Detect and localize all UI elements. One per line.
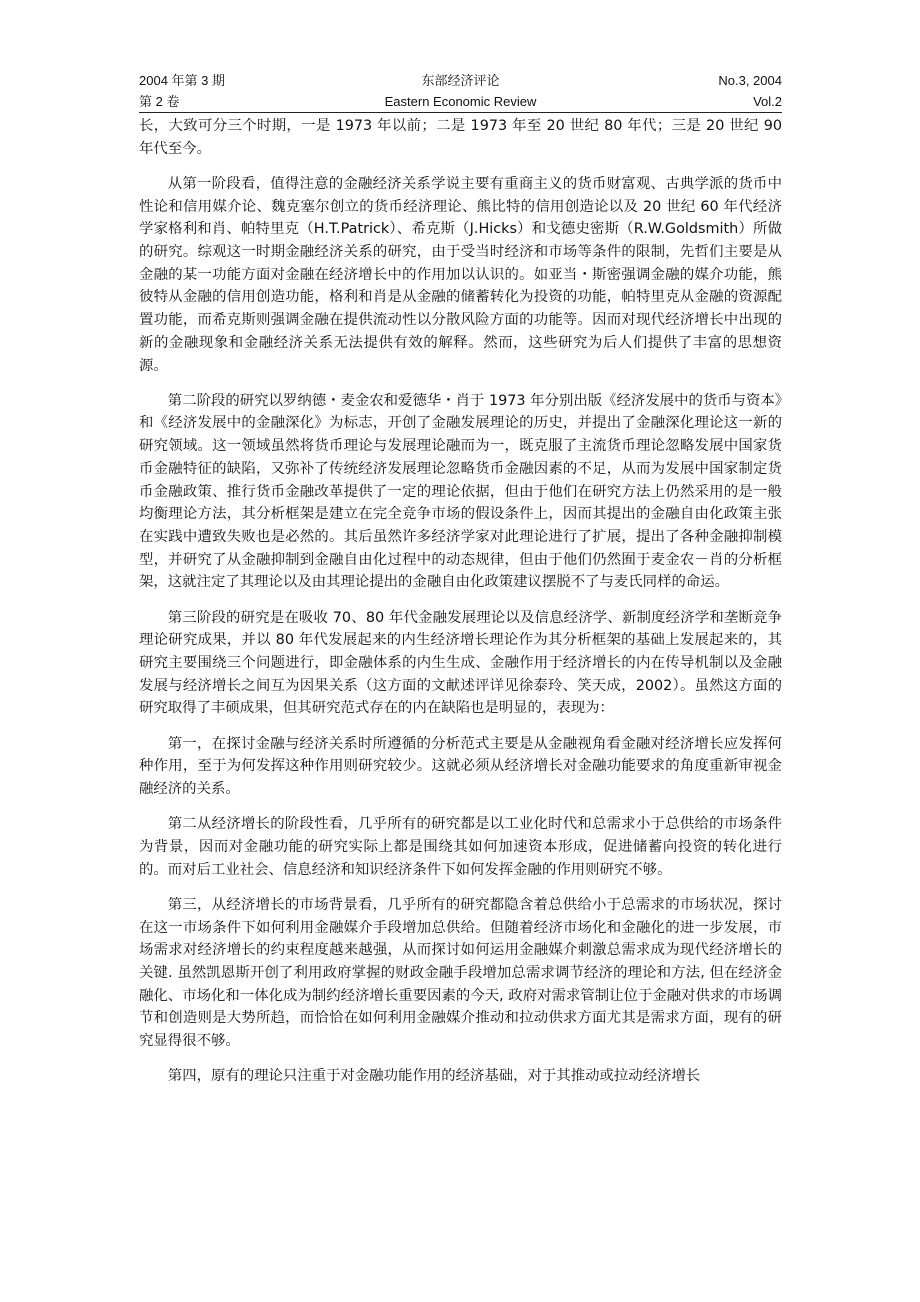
paragraph-third-stage: 第三阶段的研究是在吸收 70、80 年代金融发展理论以及信息经济学、新制度经济学和垄断竞争理论研究成果，并以 80 年代发展起来的内生经济增长理论作为其分析框架的基础上发展起来的，其研究主要围绕三个问题进行，即金融体系的内生生成、金融作用于经济增长的内在传导机制以及金融发展与经济增长之间互为因果关系（这方面的文献述评详见徐泰玲、笑天成，2002）。虽然这方面的研究取得了丰硕成果，但其研究范式存在的内在缺陷也是明显的，表现为： — [139, 609, 782, 717]
journal-title-english: Eastern Economic Review — [384, 94, 537, 109]
article-body — [139, 115, 782, 1088]
header-row-volume — [139, 91, 782, 112]
journal-title-chinese: 东部经济评论 — [421, 73, 500, 88]
paragraph-first-stage: 从第一阶段看，值得注意的金融经济关系学说主要有重商主义的货币财富观、古典学派的货币中性论和信用媒介论、魏克塞尔创立的货币经济理论、熊比特的信用创造论以及 20 世纪 60 年代经济学家格利和肖、帕特里克（H.T.Patrick）、希克斯（J.Hicks）和戈德史密斯（R.W.Goldsmith）所做的研究。综观这一时期金融经济关系的研究，由于受当时经济和市场等条件的限制，先哲们主要是从金融的某一功能方面对金融在经济增长中的作用加以认识的。如亚当・斯密强调金融的媒介功能，熊彼特从金融的信用创造功能，格利和肖是从金融的储蓄转化为投资的功能，帕特里克从金融的资源配置功能，而希克斯则强调金融在提供流动性以分散风险方面的功能等。因而对现代经济增长中出现的新的金融现象和金融经济关系无法提供有效的解释。然而，这些研究为后人们提供了丰富的思想资源。 — [139, 175, 782, 374]
paragraph-point-two: 第二从经济增长的阶段性看，几乎所有的研究都是以工业化时代和总需求小于总供给的市场条件为背景，因而对金融功能的研究实际上都是围绕其如何加速资本形成，促进储蓄向投资的转化进行的。而对后工业社会、信息经济和知识经济条件下如何发挥金融的作用则研究不够。 — [139, 816, 782, 878]
volume-number-english: Vol.2 — [753, 94, 782, 109]
paragraph-point-three: 第三，从经济增长的市场背景看，几乎所有的研究都隐含着总供给小于总需求的市场状况，探讨在这一市场条件下如何利用金融媒介手段增加总供给。但随着经济市场化和金融化的进一步发展，市场需求对经济增长的约束程度越来越强，从而探讨如何运用金融媒介刺激总需求成为现代经济增长的关键. 虽然凯恩斯开创了利用政府掌握的财政金融手段增加总需求调节经济的理论和方法, 但在经济金融化、市场化和一体化成为制约经济增长重要因素的今天, 政府对需求管制让位于金融对供求的市场调节和创造则是大势所趋，而恰恰在如何利用金融媒介推动和拉动供求方面尤其是需求方面，现有的研究显得很不够。 — [139, 896, 782, 1050]
volume-label: 第 2 卷 — [139, 94, 180, 109]
paragraph-point-four: 第四，原有的理论只注重于对金融功能作用的经济基础，对于其推动或拉动经济增长 — [167, 1068, 701, 1085]
paragraph-continuation: 长，大致可分三个时期，一是 1973 年以前；二是 1973 年至 20 世纪 80 年代；三是 20 世纪 90 年代至今。 — [139, 118, 782, 157]
paragraph-point-one: 第一，在探讨金融与经济关系时所遵循的分析范式主要是从金融视角看金融对经济增长应发挥何种作用，至于为何发挥这种作用则研究较少。这就必须从经济增长对金融功能要求的角度重新审视金融经济的关系。 — [139, 735, 782, 797]
running-header — [139, 70, 782, 113]
paragraph-second-stage: 第二阶段的研究以罗纳德・麦金农和爱德华・肖于 1973 年分别出版《经济发展中的货币与资本》和《经济发展中的金融深化》为标志，开创了金融发展理论的历史，并提出了金融深化理论这一新的研究领域。这一领域虽然将货币理论与发展理论融而为一，既克服了主流货币理论忽略发展中国家货币金融特征的缺陷，又弥补了传统经济发展理论忽略货币金融因素的不足，从而为发展中国家制定货币金融政策、推行货币金融改革提供了一定的理论依据，但由于他们在研究方法上仍然采用的是一般均衡理论方法，其分析框架是建立在完全竞争市场的假设条件上，因而其提出的金融自由化政策主张在实践中遭致失败也是必然的。其后虽然许多经济学家对此理论进行了扩展，提出了各种金融抑制模型，并研究了从金融抑制到金融自由化过程中的动态规律，但由于他们仍然囿于麦金农－肖的分析框架，这就注定了其理论以及由其理论提出的金融自由化政策建议摆脱不了与麦氏同样的命运。 — [139, 392, 782, 591]
issue-label: 2004 年第 3 期 — [139, 73, 225, 88]
header-row-issue — [139, 70, 782, 91]
issue-number-english: No.3, 2004 — [718, 73, 782, 88]
header-divider — [139, 112, 782, 113]
